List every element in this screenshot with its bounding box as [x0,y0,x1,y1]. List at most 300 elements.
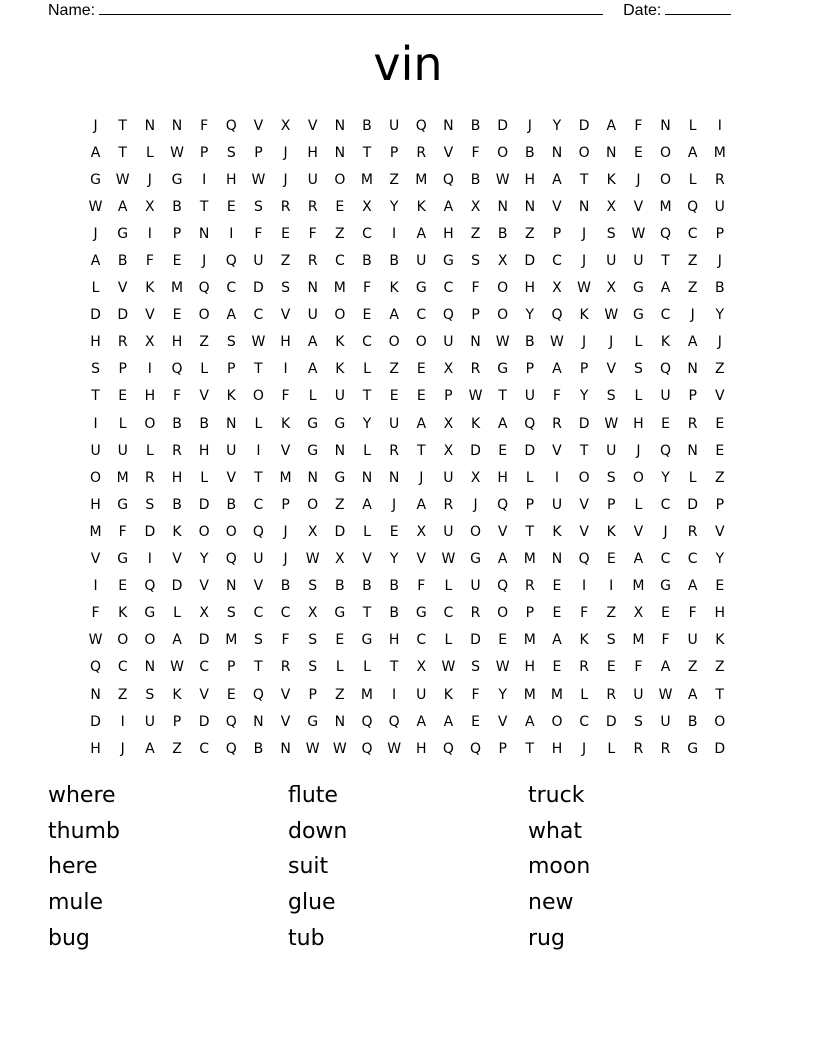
grid-letter: V [280,307,291,324]
grid-letter: M [279,469,292,486]
grid-letter: R [416,144,427,161]
grid-letter: G [470,551,481,568]
grid-letter: G [307,442,319,459]
grid-letter: D [714,740,726,757]
grid-letter: R [117,334,128,351]
word-bank-column-1 [48,778,268,956]
grid-row [82,220,734,247]
grid-letter: T [579,442,589,459]
grid-letter: L [634,388,643,405]
grid-letter: A [687,144,698,161]
grid-letter: U [253,253,264,270]
name-label: Name: [48,2,96,19]
grid-letter: C [660,551,671,568]
grid-letter: T [254,469,263,486]
grid-letter: Q [361,740,373,757]
grid-letter: X [606,198,617,215]
grid-letter: A [443,198,454,215]
grid-letter: U [226,442,237,459]
grid-letter: O [307,496,319,513]
grid-letter: I [256,442,261,459]
grid-letter: S [308,578,318,595]
grid-letter: C [687,225,698,242]
grid-letter: N [443,117,454,134]
grid-letter: E [552,605,562,622]
grid-letter: N [470,334,481,351]
grid-letter: Q [171,361,183,378]
grid-letter: A [389,307,399,324]
grid-letter: G [687,740,699,757]
grid-letter: Z [280,253,291,270]
grid-letter: E [498,632,508,649]
grid-letter: S [145,496,155,513]
grid-letter: W [441,659,456,676]
grid-letter: U [443,334,454,351]
grid-letter: H [551,740,563,757]
grid-letter: X [145,198,155,215]
grid-letter: V [280,713,291,730]
grid-letter: F [471,144,480,161]
grid-letter: K [389,280,399,297]
grid-letter: V [362,551,372,568]
grid-letter: K [660,334,671,351]
grid-letter: G [117,496,129,513]
grid-letter: L [335,659,344,676]
grid-letter: T [389,659,399,676]
grid-letter: T [254,361,263,378]
grid-letter: S [471,253,480,270]
grid-letter: O [334,171,346,188]
grid-letter: J [663,523,668,540]
grid-letter: Y [199,551,209,568]
word-search-grid [82,112,734,762]
grid-letter: W [550,334,564,351]
grid-letter: P [254,144,263,161]
grid-letter: Y [715,307,725,324]
grid-letter: H [307,144,318,161]
grid-letter: G [334,469,346,486]
grid-letter: R [687,415,698,432]
grid-row [82,139,734,166]
grid-letter: P [444,388,453,405]
grid-letter: V [552,442,562,459]
grid-letter: J [147,171,152,188]
grid-letter: K [118,605,128,622]
grid-letter: D [524,442,536,459]
grid-letter: C [579,713,589,730]
grid-letter: R [579,659,589,676]
grid-letter: Y [552,117,562,134]
grid-letter: A [416,415,427,432]
grid-letter: H [171,469,183,486]
date-label: Date: [623,2,662,19]
grid-letter: H [144,388,156,405]
grid-letter: W [604,415,619,432]
grid-letter: X [443,415,454,432]
grid-letter: F [145,253,154,270]
grid-letter: U [443,523,454,540]
grid-row [82,410,734,437]
grid-letter: V [579,496,589,513]
grid-letter: O [415,334,427,351]
grid-letter: L [580,686,588,703]
grid-letter: Y [661,469,670,486]
grid-letter: O [117,632,129,649]
grid-letter: N [90,686,101,703]
grid-letter: W [631,225,646,242]
grid-letter: T [362,605,372,622]
grid-letter: R [552,415,562,432]
grid-letter: O [198,523,210,540]
grid-letter: X [416,659,427,676]
grid-letter: E [389,388,399,405]
grid-letter: N [524,198,536,215]
grid-letter: O [144,415,156,432]
grid-letter: K [470,415,481,432]
word-bank-word: moon [528,854,591,880]
grid-letter: R [144,469,155,486]
grid-letter: K [335,334,345,351]
grid-letter: F [91,605,100,622]
grid-letter: E [226,198,236,215]
grid-letter: C [226,280,237,297]
grid-letter: U [307,307,318,324]
grid-letter: P [525,605,535,622]
grid-letter: B [389,605,399,622]
grid-letter: B [362,117,372,134]
grid-letter: V [199,578,209,595]
grid-letter: L [200,469,209,486]
grid-letter: O [388,334,400,351]
grid-letter: K [172,523,182,540]
grid-letter: A [90,253,101,270]
grid-letter: J [636,171,641,188]
grid-row [82,518,734,545]
grid-letter: H [90,740,101,757]
grid-letter: X [280,117,291,134]
grid-letter: J [609,334,614,351]
grid-letter: C [280,605,291,622]
grid-letter: J [283,171,288,188]
grid-letter: I [554,469,560,486]
grid-letter: J [582,225,587,242]
grid-letter: L [363,442,371,459]
grid-row [82,329,734,356]
grid-letter: V [633,523,644,540]
grid-letter: K [579,307,589,324]
grid-letter: C [660,307,671,324]
grid-letter: D [253,280,264,297]
grid-letter: P [172,225,182,242]
grid-letter: G [307,713,319,730]
grid-letter: V [497,713,508,730]
grid-letter: V [715,388,725,405]
grid-letter: X [362,198,372,215]
grid-letter: P [389,144,399,161]
grid-letter: A [552,632,562,649]
grid-letter: G [307,415,319,432]
grid-letter: S [226,144,236,161]
grid-letter: J [283,523,288,540]
grid-letter: A [117,198,128,215]
grid-letter: R [172,442,182,459]
grid-row [82,247,734,274]
grid-letter: I [392,686,397,703]
grid-letter: X [335,551,345,568]
grid-letter: S [606,225,616,242]
grid-letter: F [580,605,589,622]
grid-letter: B [389,253,399,270]
grid-letter: T [199,198,209,215]
grid-letter: O [198,307,210,324]
grid-letter: U [660,713,671,730]
grid-letter: A [552,171,562,188]
grid-letter: L [363,659,371,676]
grid-letter: O [660,171,672,188]
grid-letter: G [632,280,644,297]
grid-letter: P [607,496,616,513]
grid-letter: P [118,361,127,378]
grid-letter: N [551,144,563,161]
date-blank-line [665,0,731,15]
grid-letter: Y [389,198,399,215]
grid-letter: O [470,523,482,540]
grid-letter: N [497,198,508,215]
grid-letter: Z [715,469,725,486]
grid-letter: K [335,361,345,378]
grid-letter: U [524,388,535,405]
grid-letter: L [254,415,263,432]
grid-letter: K [552,523,562,540]
grid-letter: V [253,117,264,134]
grid-letter: P [715,496,725,513]
grid-letter: F [471,280,480,297]
grid-letter: C [334,253,345,270]
grid-letter: A [525,713,535,730]
grid-letter: P [498,740,507,757]
grid-letter: O [551,713,563,730]
grid-letter: T [525,740,535,757]
grid-letter: Z [335,686,345,703]
grid-letter: X [443,361,454,378]
grid-letter: O [497,307,509,324]
grid-letter: O [714,713,726,730]
grid-letter: D [470,442,481,459]
grid-letter: T [118,144,127,161]
grid-letter: A [172,632,182,649]
grid-letter: C [443,605,454,622]
grid-letter: N [280,740,291,757]
grid-letter: G [117,551,129,568]
grid-letter: B [253,740,264,757]
grid-letter: O [497,144,509,161]
grid-letter: F [281,388,290,405]
grid-letter: A [497,551,508,568]
grid-letter: Q [225,117,237,134]
grid-letter: C [416,632,427,649]
grid-letter: K [715,632,725,649]
grid-letter: A [660,659,671,676]
grid-letter: R [633,740,644,757]
grid-letter: P [281,496,290,513]
grid-letter: N [198,225,210,242]
grid-letter: D [144,523,156,540]
grid-letter: C [660,496,671,513]
grid-letter: P [525,496,535,513]
grid-letter: B [226,496,237,513]
grid-letter: D [90,713,101,730]
grid-letter: P [308,686,317,703]
grid-letter: N [334,144,346,161]
grid-letter: E [715,415,725,432]
word-bank-word: here [48,854,98,880]
grid-letter: H [280,334,291,351]
grid-letter: E [715,578,725,595]
grid-letter: A [443,713,454,730]
grid-letter: G [442,253,454,270]
grid-letter: Q [225,713,237,730]
grid-letter: R [443,496,454,513]
grid-letter: X [443,442,454,459]
grid-letter: W [495,659,510,676]
grid-letter: O [660,144,672,161]
grid-letter: Z [172,740,182,757]
grid-letter: N [144,117,156,134]
grid-letter: J [690,307,695,324]
grid-row [82,491,734,518]
grid-letter: F [308,225,317,242]
grid-letter: K [416,198,426,215]
grid-letter: I [147,361,152,378]
grid-letter: B [172,198,182,215]
grid-letter: Q [415,117,427,134]
grid-letter: M [523,551,536,568]
grid-letter: H [443,225,454,242]
grid-letter: F [634,117,643,134]
word-bank-word: rug [528,925,565,951]
grid-letter: O [90,469,102,486]
grid-letter: Q [442,740,454,757]
grid-letter: T [362,388,372,405]
grid-letter: H [226,171,237,188]
grid-letter: F [200,117,209,134]
grid-letter: P [471,307,480,324]
grid-letter: Q [660,361,672,378]
grid-letter: M [89,523,102,540]
grid-letter: M [170,280,184,297]
grid-letter: L [634,334,643,351]
grid-letter: D [578,415,590,432]
grid-letter: S [606,632,616,649]
grid-letter: K [579,632,589,649]
grid-letter: A [606,117,617,134]
grid-letter: A [660,280,671,297]
grid-letter: Z [389,361,399,378]
grid-letter: E [661,415,670,432]
grid-letter: H [633,415,644,432]
grid-letter: H [524,171,536,188]
grid-letter: I [229,225,234,242]
grid-letter: I [609,578,614,595]
grid-letter: E [715,442,725,459]
grid-letter: V [117,280,128,297]
grid-letter: Z [687,280,698,297]
grid-letter: X [633,605,644,622]
grid-letter: Q [470,740,482,757]
grid-letter: M [415,171,428,188]
grid-letter: I [582,578,587,595]
grid-letter: Q [225,551,237,568]
grid-letter: M [632,578,645,595]
grid-letter: I [202,171,207,188]
grid-letter: H [524,659,536,676]
grid-letter: T [661,253,670,270]
grid-letter: L [363,523,371,540]
grid-letter: B [172,496,182,513]
grid-letter: B [389,578,399,595]
grid-letter: X [606,280,617,297]
grid-letter: W [88,198,103,215]
grid-letter: R [687,523,698,540]
grid-letter: J [283,144,288,161]
grid-letter: P [715,225,725,242]
grid-letter: T [579,171,589,188]
grid-letter: A [416,713,427,730]
grid-letter: D [334,523,346,540]
grid-letter: Q [687,198,699,215]
grid-letter: L [363,361,371,378]
grid-letter: C [199,659,210,676]
grid-letter: Z [335,225,345,242]
grid-letter: K [606,171,616,188]
grid-letter: R [280,659,291,676]
grid-letter: C [117,659,128,676]
grid-letter: L [688,117,697,134]
grid-letter: R [307,198,318,215]
grid-letter: M [360,171,374,188]
grid-letter: U [144,713,155,730]
grid-letter: W [441,551,456,568]
grid-letter: G [171,171,183,188]
grid-letter: Q [551,307,563,324]
grid-letter: U [606,253,617,270]
grid-letter: F [417,578,426,595]
grid-letter: F [552,388,561,405]
grid-letter: B [362,578,372,595]
grid-letter: R [714,171,725,188]
grid-letter: A [362,496,372,513]
grid-letter: I [147,225,152,242]
grid-letter: O [225,523,237,540]
grid-letter: V [199,388,209,405]
grid-letter: V [253,578,264,595]
grid-letter: D [578,117,590,134]
grid-letter: L [91,280,100,297]
grid-letter: B [470,171,481,188]
grid-letter: E [281,225,290,242]
grid-letter: H [90,334,101,351]
grid-letter: B [199,415,209,432]
grid-letter: B [525,144,535,161]
grid-letter: N [334,117,346,134]
grid-letter: L [145,144,154,161]
grid-letter: I [93,578,98,595]
grid-letter: A [307,334,318,351]
puzzle-title: vin [373,37,443,91]
grid-letter: P [172,713,182,730]
grid-letter: G [144,605,156,622]
grid-letter: E [552,578,562,595]
